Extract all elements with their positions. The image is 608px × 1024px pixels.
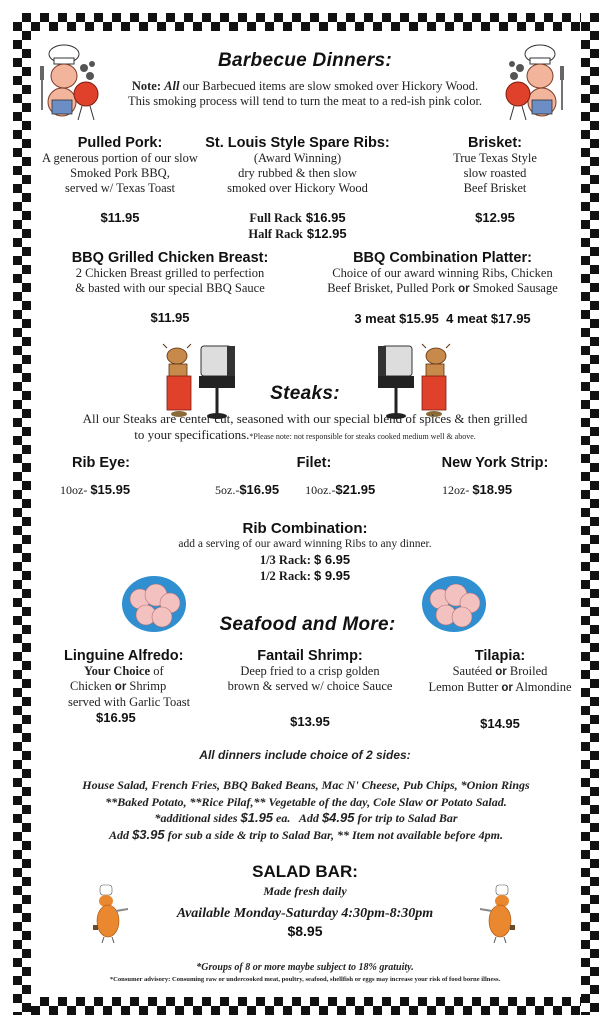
note-line1: our Barbecued items are slow smoked over Hickory Wood.	[179, 79, 479, 93]
steak-size: 10oz.-	[305, 483, 336, 497]
salad-bar-title: SALAD BAR:	[252, 862, 358, 881]
menu-item-spare-ribs	[200, 135, 395, 242]
steak-option	[60, 481, 180, 499]
item-title: Pulled Pork:	[77, 135, 163, 151]
checkered-border-bottom	[13, 997, 599, 1015]
item-price: $15.95	[90, 482, 131, 497]
steak-option	[215, 481, 279, 498]
item-title: New York Strip:	[441, 455, 549, 471]
item-title: Tilapia:	[474, 648, 526, 664]
or-word: or	[114, 681, 127, 693]
item-desc: slow roasted	[463, 166, 527, 180]
menu-item-bbq-chicken	[50, 250, 290, 325]
item-desc: add a serving of our award winning Ribs to any dinner.	[178, 538, 432, 550]
steaks-desc-line2: to your specifications.	[134, 427, 250, 442]
steak-option	[305, 481, 375, 498]
rib-option-label: 1/3 Rack:	[259, 553, 314, 567]
chef-mascot-icon	[478, 883, 518, 945]
checkered-border-right	[581, 13, 599, 1015]
item-price: $16.95	[239, 482, 280, 497]
item-price: $16.95	[96, 710, 136, 725]
steaks-disclaimer: *Please note: not responsible for steaks cooked medium well & above.	[249, 432, 476, 441]
price-label: Full Rack	[249, 211, 302, 225]
note-all: All	[164, 79, 180, 93]
section-title-seafood: Seafood and More:	[219, 614, 396, 635]
rib-option	[150, 552, 460, 568]
item-title: Rib Eye:	[72, 455, 131, 471]
pig-chef-grill-icon	[34, 40, 114, 122]
item-title: BBQ Grilled Chicken Breast:	[71, 250, 269, 266]
item-desc: smoked over Hickory Wood	[227, 181, 368, 195]
item-desc: Deep fried to a crisp golden	[240, 664, 380, 678]
steak-size: 12oz-	[442, 483, 473, 497]
price-full-rack	[200, 210, 395, 226]
or-word: or	[458, 283, 470, 295]
checkered-border-top	[13, 13, 599, 31]
item-desc: brown & served w/ choice Sauce	[227, 679, 393, 693]
rib-option-label: 1/2 Rack:	[259, 569, 314, 583]
item-price: $12.95	[475, 210, 515, 225]
gratuity-note: *Groups of 8 or more maybe subject to 18% gratuity.	[196, 962, 414, 973]
item-price: $11.95	[150, 310, 190, 325]
or-word: or	[495, 666, 507, 678]
item-price: $14.95	[480, 716, 520, 731]
sides-line2: **Baked Potato, **Rice Pilaf,** Vegetable of the day, Cole Slaw or Potato Salad.	[105, 794, 507, 809]
consumer-advisory: *Consumer advisory: Consuming raw or undercooked meat, poultry, seafood, shellfish or eggs may increase your risk of food borne illness.	[109, 976, 501, 983]
steak-size: 10oz-	[60, 483, 91, 497]
sides-line3: *additional sides $1.95 ea. Add $4.95 for trip to Salad Bar	[154, 810, 458, 825]
pig-pile-icon	[420, 573, 488, 635]
item-price: $16.95	[305, 210, 346, 225]
item-desc: A generous portion of our slow	[42, 151, 198, 165]
menu-item-combo-platter	[315, 250, 570, 326]
menu-item-pulled-pork	[35, 135, 205, 225]
item-desc: & basted with our special BBQ Sauce	[75, 281, 265, 295]
bbq-note	[115, 79, 495, 109]
section-title-barbecue: Barbecue Dinners:	[217, 50, 393, 71]
menu-item-fantail-shrimp	[225, 648, 395, 729]
steaks-description	[40, 411, 570, 445]
item-price: $ 9.95	[314, 568, 351, 583]
item-title: Filet:	[296, 455, 332, 471]
sides-heading: All dinners include choice of 2 sides:	[199, 748, 411, 762]
chef-mascot-icon	[90, 883, 130, 945]
sides-list	[36, 777, 576, 843]
pig-chef-grill-icon	[490, 40, 570, 122]
item-title: St. Louis Style Spare Ribs:	[205, 135, 390, 151]
menu-item-linguine-alfredo	[50, 648, 210, 725]
note-label: Note:	[131, 79, 162, 93]
salad-bar-price: $8.95	[287, 923, 323, 939]
pig-pile-icon	[120, 573, 188, 635]
item-desc: (Award Winning)	[253, 151, 342, 165]
item-desc: Chicken or Shrimp	[70, 679, 167, 693]
rib-option	[150, 568, 460, 584]
item-title: Linguine Alfredo:	[64, 648, 184, 664]
price-half-rack	[200, 226, 395, 242]
item-desc: served w/ Texas Toast	[65, 181, 175, 195]
salad-bar	[150, 862, 460, 939]
item-title: BBQ Combination Platter:	[353, 250, 532, 266]
rib-combination	[150, 520, 460, 584]
item-desc: True Texas Style	[453, 151, 537, 165]
item-desc: Choice of our award winning Ribs, Chicken	[332, 266, 553, 280]
item-price: $18.95	[472, 482, 513, 497]
menu-item-tilapia	[420, 648, 580, 731]
steak-size: 5oz.-	[215, 483, 240, 497]
item-title: Rib Combination:	[242, 520, 368, 537]
item-desc: Smoked Pork BBQ,	[70, 166, 170, 180]
item-price: 3 meat $15.95 4 meat $17.95	[354, 311, 531, 326]
section-title-steaks: Steaks:	[270, 383, 340, 404]
item-desc: Sautéed or Broiled	[452, 664, 548, 678]
steaks-desc-line1: All our Steaks are center cut, seasoned with our special blend of spices & then grilled	[82, 411, 528, 426]
or-word: or	[501, 682, 513, 694]
item-title: Fantail Shrimp:	[257, 648, 363, 664]
menu-item-rib-eye	[60, 455, 180, 499]
salad-bar-subtitle: Made fresh daily	[263, 884, 347, 898]
sides-line4: Add $3.95 for sub a side & trip to Salad Bar, ** Item not available before 4pm.	[109, 826, 503, 842]
item-price: $11.95	[100, 210, 140, 225]
item-desc: 2 Chicken Breast grilled to perfection	[75, 266, 265, 280]
item-title: Brisket:	[468, 135, 522, 151]
checkered-border-left	[13, 13, 31, 1015]
menu-item-ny-strip	[420, 455, 570, 499]
steak-option	[420, 481, 570, 499]
item-desc: Lemon Butter or Almondine	[428, 680, 572, 694]
item-desc: Beef Brisket	[463, 181, 527, 195]
item-desc: dry rubbed & then slow	[238, 166, 357, 180]
price-label: Half Rack	[248, 227, 303, 241]
item-price: $21.95	[335, 482, 376, 497]
menu-item-brisket	[420, 135, 570, 225]
item-desc: Your Choice of	[84, 664, 164, 678]
item-desc: served with Garlic Toast	[68, 695, 191, 709]
menu-item-filet	[215, 455, 405, 499]
salad-bar-hours: Available Monday-Saturday 4:30pm-8:30pm	[176, 906, 434, 921]
item-price: $12.95	[306, 226, 347, 241]
item-desc: Beef Brisket, Pulled Pork or Smoked Sausage	[327, 281, 558, 295]
item-price: $13.95	[290, 714, 330, 729]
steak-options	[215, 481, 405, 499]
item-price: $ 6.95	[314, 552, 351, 567]
note-line2: This smoking process will tend to turn the meat to a red-ish pink color.	[127, 94, 483, 108]
cow-grill-icon	[368, 342, 458, 422]
cow-grill-icon	[155, 342, 245, 422]
sides-line1: House Salad, French Fries, BBQ Baked Beans, Mac N' Cheese, Pub Chips, *Onion Rings	[82, 778, 530, 792]
